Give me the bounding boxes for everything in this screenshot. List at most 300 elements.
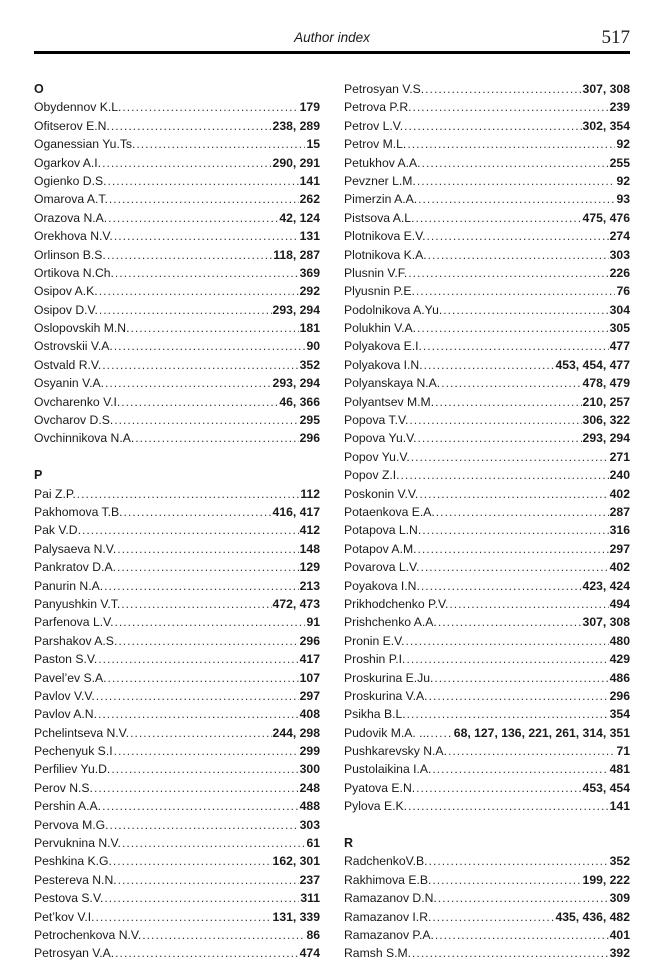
author-name: Petrochenkova N.V. <box>34 927 142 942</box>
author-name: Petrosyan V.A. <box>34 946 115 961</box>
index-entry <box>34 282 320 300</box>
index-entry <box>344 669 630 687</box>
author-name: Plusnin V.F. <box>344 265 408 280</box>
author-name: Oslopovskih M.N. <box>34 321 130 336</box>
index-entry <box>34 356 320 374</box>
page-refs: 42, 124 <box>279 210 320 225</box>
author-name: Osipov A.K. <box>34 284 98 299</box>
page-refs: 107 <box>299 670 320 685</box>
dot-leader <box>114 337 306 355</box>
page-refs: 481 <box>609 762 630 777</box>
author-name: Parfenova L.V. <box>34 615 114 630</box>
index-entry <box>34 319 320 337</box>
author-name: Orlinson B.S. <box>34 247 106 262</box>
author-name: Potaenkova E.A. <box>344 504 435 519</box>
index-entry <box>344 760 630 778</box>
author-name: Polukhin V.A. <box>344 321 417 336</box>
index-entry <box>34 742 320 760</box>
dot-leader <box>418 429 582 447</box>
author-name: Pestereva N.N. <box>34 872 117 887</box>
author-name: Poskonin V.V. <box>344 486 419 501</box>
page-refs: 453, 454, 477 <box>555 357 630 372</box>
page-refs: 181 <box>299 321 320 336</box>
index-entry <box>344 264 630 282</box>
index-entry <box>344 98 630 116</box>
dot-leader <box>448 742 615 760</box>
page-refs: 311 <box>300 891 320 906</box>
page-refs: 303 <box>609 247 630 262</box>
index-entry <box>34 135 320 153</box>
index-entry <box>344 429 630 447</box>
index-entry <box>344 521 630 539</box>
dot-leader <box>417 172 616 190</box>
dot-leader <box>130 724 271 742</box>
page-header <box>34 24 630 54</box>
page-refs: 76 <box>616 284 630 299</box>
author-name: Petrova P.R. <box>344 100 412 115</box>
dot-leader <box>411 448 609 466</box>
author-name: Pavlov A.N. <box>34 707 97 722</box>
index-section <box>34 80 320 448</box>
author-name: Popova Yu.V. <box>344 431 417 446</box>
page-refs: 293, 294 <box>272 376 320 391</box>
page-refs: 297 <box>609 541 630 556</box>
dot-leader <box>142 926 305 944</box>
index-entry <box>344 80 630 98</box>
page-refs: 68, 127, 136, 221, 261, 314, 351 <box>453 725 630 740</box>
dot-leader <box>438 889 609 907</box>
author-name: Pet’kov V.I. <box>34 909 95 924</box>
index-entry <box>34 797 320 815</box>
index-entry <box>34 687 320 705</box>
author-name: Pchelintseva N.V. <box>34 725 130 740</box>
index-entry <box>34 264 320 282</box>
dot-leader <box>94 779 299 797</box>
dot-leader <box>416 282 616 300</box>
author-name: Ovcharenko V.I. <box>34 394 121 409</box>
page-refs: 472, 473 <box>272 596 320 611</box>
dot-leader <box>135 429 298 447</box>
index-entry <box>344 613 630 631</box>
author-name: Pershin A.A. <box>34 799 102 814</box>
dot-leader <box>102 154 271 172</box>
page-refs: 302, 354 <box>582 118 630 133</box>
page-refs: 240 <box>609 468 630 483</box>
author-name: Potapova L.N. <box>344 523 422 538</box>
page-refs: 296 <box>299 633 320 648</box>
author-name: Ovchinnikova N.A. <box>34 431 135 446</box>
author-name: Ortikova N.Ch. <box>34 265 114 280</box>
index-entry <box>34 301 320 319</box>
index-entry <box>34 540 320 558</box>
page-refs: 91 <box>306 615 320 630</box>
dot-leader <box>408 797 609 815</box>
page-refs: 162, 301 <box>272 854 320 869</box>
dot-leader <box>115 264 299 282</box>
author-name: Ramazanov D.N. <box>344 891 437 906</box>
index-entry <box>34 393 320 411</box>
page-refs: 262 <box>299 192 320 207</box>
index-entry <box>344 632 630 650</box>
page-refs: 369 <box>299 265 320 280</box>
index-entry <box>344 411 630 429</box>
dot-leader <box>107 669 298 687</box>
dot-leader <box>102 356 298 374</box>
index-entry <box>344 779 630 797</box>
author-name: Pavel’ev S.A. <box>34 670 107 685</box>
index-entry <box>34 705 320 723</box>
section-gap <box>344 816 630 834</box>
page-refs: 408 <box>299 707 320 722</box>
dot-leader <box>412 944 609 962</box>
author-name: Proskurina V.A. <box>344 688 428 703</box>
dot-leader <box>96 687 299 705</box>
dot-leader <box>407 135 615 153</box>
page-refs: 271 <box>609 449 630 464</box>
page-refs: 401 <box>609 927 630 942</box>
index-section <box>34 448 320 963</box>
dot-leader <box>122 98 298 116</box>
index-entry <box>344 337 630 355</box>
dot-leader <box>99 282 299 300</box>
author-name: Oganessian Yu.Ts. <box>34 137 136 152</box>
dot-leader <box>107 246 272 264</box>
index-entry <box>344 190 630 208</box>
page-refs: 86 <box>306 927 320 942</box>
author-name: Potapov A.M. <box>344 541 417 556</box>
index-column-left <box>34 80 320 963</box>
index-entry <box>34 411 320 429</box>
index-entry <box>344 356 630 374</box>
author-name: Ostvald R.V. <box>34 357 102 372</box>
page-refs: 307, 308 <box>582 82 630 96</box>
author-name: Peshkina K.G. <box>34 854 112 869</box>
author-name: Ogienko D.S. <box>34 173 107 188</box>
author-name: Orazova N.A. <box>34 210 108 225</box>
index-entry <box>34 558 320 576</box>
index-entry <box>34 117 320 135</box>
dot-leader <box>408 264 608 282</box>
dot-leader <box>429 687 609 705</box>
index-entry <box>344 558 630 576</box>
index-entry <box>344 319 630 337</box>
dot-leader <box>114 227 299 245</box>
page-refs: 352 <box>609 854 630 869</box>
page-refs: 213 <box>299 578 320 593</box>
dot-leader <box>425 80 581 98</box>
author-name: Ramazanov I.R. <box>344 909 432 924</box>
dot-leader <box>102 797 299 815</box>
page-refs: 392 <box>609 946 630 961</box>
section-letter: P <box>34 468 43 483</box>
index-entry <box>34 227 320 245</box>
dot-leader <box>421 577 582 595</box>
index-entry <box>344 926 630 944</box>
page-refs: 131, 339 <box>272 909 320 924</box>
page-refs: 238, 289 <box>272 118 320 133</box>
author-name: Polyakova I.N. <box>344 357 423 372</box>
index-entry <box>34 154 320 172</box>
author-name: Osyanin V.A. <box>34 376 105 391</box>
page-refs: 488 <box>299 799 320 814</box>
author-name: Plotnikova E.V. <box>344 229 426 244</box>
page-refs: 210, 257 <box>582 394 630 409</box>
index-entry <box>344 485 630 503</box>
page-refs: 179 <box>299 100 320 115</box>
index-entry <box>34 926 320 944</box>
author-name: Pakhomova T.B. <box>34 504 123 519</box>
author-name: Plotnikova K.A. <box>344 247 427 262</box>
page-refs: 112 <box>300 486 320 501</box>
dot-leader <box>429 852 609 870</box>
dot-leader <box>104 577 299 595</box>
author-name: Pervova M.G. <box>34 817 109 832</box>
author-name: Pak V.D. <box>34 523 81 538</box>
page-refs: 423, 424 <box>582 578 630 593</box>
dot-leader <box>423 337 609 355</box>
index-entry <box>344 724 630 742</box>
author-name: Perfiliev Yu.D. <box>34 762 111 777</box>
page-number: 517 <box>601 27 630 48</box>
author-name: Omarova A.T. <box>34 192 108 207</box>
dot-leader <box>111 760 298 778</box>
dot-leader <box>99 301 272 319</box>
index-entry <box>344 852 630 870</box>
section-letter: R <box>344 836 354 851</box>
dot-leader <box>117 540 298 558</box>
page-refs: 248 <box>299 780 320 795</box>
index-entry <box>34 521 320 539</box>
dot-leader <box>404 117 581 135</box>
dot-leader <box>407 705 609 723</box>
page-refs: 237 <box>299 872 320 887</box>
page-refs: 352 <box>299 357 320 372</box>
dot-leader <box>409 411 581 429</box>
index-entry <box>344 908 630 926</box>
page-refs: 303 <box>299 817 320 832</box>
dot-leader <box>422 521 608 539</box>
author-name: Polyakova E.I. <box>344 339 422 354</box>
author-name: Polyantsev M.M. <box>344 394 435 409</box>
index-entry <box>344 301 630 319</box>
index-entry <box>344 797 630 815</box>
dot-leader <box>121 393 278 411</box>
dot-leader <box>110 816 299 834</box>
author-name: Pankratov D.A. <box>34 560 116 575</box>
dot-leader <box>449 595 608 613</box>
page-refs: 429 <box>609 652 630 667</box>
page-refs: 309 <box>609 891 630 906</box>
page-refs: 299 <box>299 744 320 759</box>
index-entry <box>34 98 320 116</box>
dot-leader <box>114 742 299 760</box>
header-rule <box>34 51 630 54</box>
index-entry <box>34 429 320 447</box>
index-entry <box>344 595 630 613</box>
page-refs: 61 <box>306 836 320 851</box>
author-name: Parshakov A.S. <box>34 633 118 648</box>
index-section <box>344 80 630 816</box>
author-name: Ogarkov A.I. <box>34 155 102 170</box>
dot-leader <box>430 724 452 742</box>
dot-leader <box>115 613 306 631</box>
author-name: Plyusnin P.E. <box>344 284 415 299</box>
dot-leader <box>428 246 609 264</box>
dot-leader <box>98 650 298 668</box>
author-name: Ramsh S.M. <box>344 946 412 961</box>
page-refs: 290, 291 <box>272 155 320 170</box>
dot-leader <box>420 558 608 576</box>
index-entry <box>34 871 320 889</box>
dot-leader <box>118 871 299 889</box>
dot-leader <box>98 705 299 723</box>
page-refs: 293, 294 <box>582 431 630 446</box>
dot-leader <box>413 98 609 116</box>
author-name: Paston S.V. <box>34 652 98 667</box>
index-entry <box>34 209 320 227</box>
dot-leader <box>432 908 554 926</box>
author-name: Psikha B.L. <box>344 707 406 722</box>
dot-leader <box>113 852 272 870</box>
author-name: Popov Z.I. <box>344 468 400 483</box>
page-refs: 239 <box>609 100 630 115</box>
author-name: Pylova E.K. <box>344 799 407 814</box>
author-name: Pudovik M.A. ... <box>344 725 430 740</box>
author-name: Pushkarevsky N.A. <box>344 744 447 759</box>
dot-leader <box>422 154 609 172</box>
page-refs: 287 <box>609 504 630 519</box>
dot-leader <box>432 760 608 778</box>
page-refs: 435, 436, 482 <box>555 909 630 924</box>
author-name: Pistsova A.L. <box>344 210 415 225</box>
dot-leader <box>418 540 609 558</box>
author-name: Popova T.V. <box>344 413 409 428</box>
dot-leader <box>443 301 608 319</box>
index-entry <box>344 705 630 723</box>
dot-leader <box>432 871 581 889</box>
author-name: Pevzner L.M. <box>344 173 416 188</box>
page-refs: 402 <box>609 560 630 575</box>
page-refs: 478, 479 <box>582 376 630 391</box>
index-entry <box>344 374 630 392</box>
author-name: RadchenkoV.B. <box>344 854 428 869</box>
author-name: Proshin P.I. <box>344 652 406 667</box>
page-refs: 295 <box>299 413 320 428</box>
dot-leader <box>136 135 305 153</box>
page-refs: 354 <box>609 707 630 722</box>
index-entry <box>34 374 320 392</box>
author-name: Ofitserov E.N. <box>34 118 110 133</box>
author-name: Osipov D.V. <box>34 302 98 317</box>
author-name: Panyushkin V.T. <box>34 596 121 611</box>
section-letter: O <box>34 82 44 96</box>
page-refs: 141 <box>299 173 320 188</box>
page-refs: 402 <box>609 486 630 501</box>
page-refs: 293, 294 <box>272 302 320 317</box>
index-entry <box>344 227 630 245</box>
dot-leader <box>82 521 299 539</box>
dot-leader <box>436 503 609 521</box>
index-entry <box>34 595 320 613</box>
page-refs: 453, 454 <box>582 780 630 795</box>
page-refs: 416, 417 <box>272 504 320 519</box>
index-entry <box>34 760 320 778</box>
dot-leader <box>415 209 581 227</box>
page-refs: 90 <box>306 339 320 354</box>
dot-leader <box>131 319 299 337</box>
index-entry <box>34 246 320 264</box>
page-refs: 244, 298 <box>272 725 320 740</box>
dot-leader <box>111 117 272 135</box>
index-entry <box>344 448 630 466</box>
dot-leader <box>105 374 272 392</box>
dot-leader <box>401 466 609 484</box>
dot-leader <box>114 411 298 429</box>
author-name: Palysaeva N.V. <box>34 541 117 556</box>
dot-leader <box>434 669 608 687</box>
index-entry <box>34 503 320 521</box>
index-entry <box>344 172 630 190</box>
index-entry <box>344 871 630 889</box>
author-name: Poyakova I.N. <box>344 578 420 593</box>
author-name: Ovcharov D.S. <box>34 413 114 428</box>
author-name: Povarova L.V. <box>344 560 420 575</box>
author-name: Obydennov K.L. <box>34 100 122 115</box>
page-refs: 93 <box>616 192 630 207</box>
page-refs: 474 <box>299 946 320 961</box>
page-refs: 141 <box>609 799 630 814</box>
index-entry <box>34 337 320 355</box>
author-name: Proskurina E.Ju. <box>344 670 434 685</box>
author-name: Pavlov V.V. <box>34 688 95 703</box>
index-entry <box>34 852 320 870</box>
author-name: Pai Z.P. <box>34 486 76 501</box>
index-entry <box>34 816 320 834</box>
section-gap <box>34 448 320 466</box>
page-refs: 477 <box>609 339 630 354</box>
dot-leader <box>124 503 272 521</box>
author-name: Ramazanov P.A. <box>344 927 434 942</box>
dot-leader <box>424 356 555 374</box>
dot-leader <box>427 227 609 245</box>
page-refs: 306, 322 <box>582 413 630 428</box>
index-entry <box>344 466 630 484</box>
index-entry <box>344 117 630 135</box>
page-refs: 296 <box>609 688 630 703</box>
index-entry <box>344 209 630 227</box>
dot-leader <box>96 908 272 926</box>
page-refs: 300 <box>299 762 320 777</box>
page-refs: 131 <box>299 229 320 244</box>
dot-leader <box>121 595 271 613</box>
author-name: Petrov L.V. <box>344 118 404 133</box>
dot-leader <box>441 374 581 392</box>
dot-leader <box>77 485 300 503</box>
dot-leader <box>104 889 299 907</box>
author-name: Prikhodchenko P.V. <box>344 596 449 611</box>
dot-leader <box>435 393 581 411</box>
page-refs: 305 <box>609 321 630 336</box>
author-name: Polyanskaya N.A. <box>344 376 441 391</box>
index-entry <box>34 632 320 650</box>
author-name: Pustolaikina I.A. <box>344 762 432 777</box>
page-refs: 486 <box>609 670 630 685</box>
dot-leader <box>108 209 278 227</box>
dot-leader <box>419 485 608 503</box>
index-entry <box>34 779 320 797</box>
author-name: Panurin N.A. <box>34 578 104 593</box>
dot-leader <box>406 650 608 668</box>
